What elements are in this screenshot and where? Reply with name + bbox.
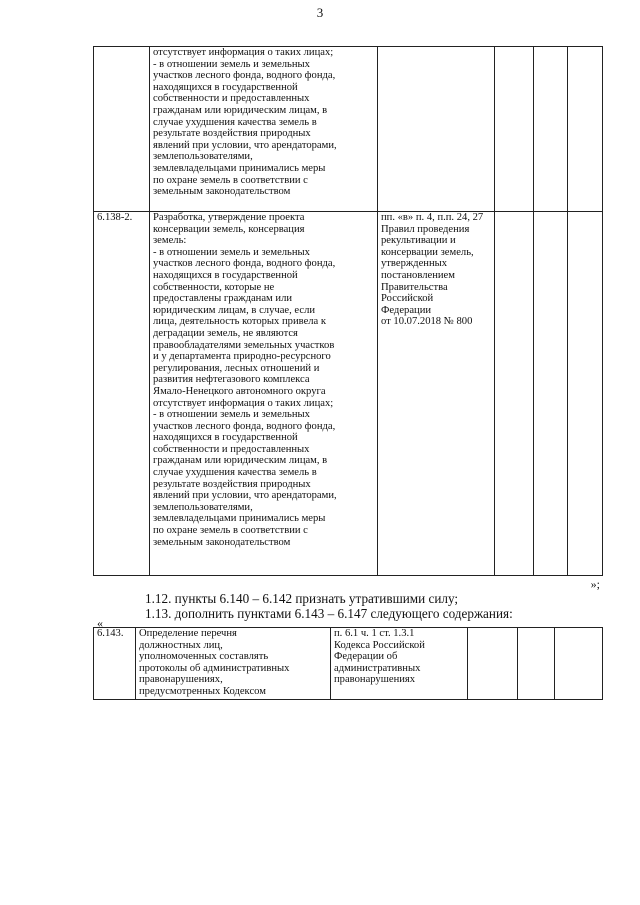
text-line: собственности и предоставленных bbox=[153, 93, 310, 105]
text-line: Правительства bbox=[381, 281, 448, 293]
table-row bbox=[94, 212, 603, 576]
empty-cell bbox=[534, 47, 568, 212]
text-line: по охране земель в соответствии с bbox=[153, 525, 308, 537]
empty-cell bbox=[518, 628, 555, 700]
text-line: участков лесного фонда, водного фонда, bbox=[153, 258, 336, 270]
text-line: Правил проведения bbox=[381, 223, 470, 235]
row-description bbox=[150, 47, 378, 212]
text-line: - в отношении земель и земельных bbox=[153, 246, 310, 258]
text-line: участков лесного фонда, водного фонда, bbox=[153, 420, 336, 432]
text-line: от 10.07.2018 № 800 bbox=[381, 316, 473, 328]
row-legal-basis bbox=[331, 628, 468, 700]
text-line: консервации земель, bbox=[381, 246, 474, 258]
text-line: находящихся в государственной bbox=[153, 81, 298, 93]
table-row bbox=[94, 47, 603, 212]
text-line: находящихся в государственной bbox=[153, 432, 298, 444]
text-line: собственности и предоставленных bbox=[153, 443, 310, 455]
text-line: землепользователями, bbox=[153, 501, 253, 513]
opening-quote-mark: « bbox=[97, 616, 103, 630]
text-line: земельным законодательством bbox=[153, 186, 291, 198]
text-line: Кодекса Российской bbox=[334, 639, 425, 651]
empty-cell bbox=[495, 212, 534, 576]
text-line: правонарушениях, bbox=[139, 674, 223, 686]
text-line: Ямало-Ненецкого автономного округа bbox=[153, 385, 326, 397]
text-line: утвержденных bbox=[381, 258, 448, 270]
text-line: консервации земель, консервация bbox=[153, 223, 305, 235]
text-line: Российской bbox=[381, 293, 434, 305]
text-line: землевладельцами принимались меры bbox=[153, 513, 326, 525]
text-line: - в отношении земель и земельных bbox=[153, 409, 310, 421]
text-line: правообладателями земельных участков bbox=[153, 339, 335, 351]
text-line: результате воздействия природных bbox=[153, 478, 311, 490]
row-legal-basis bbox=[378, 212, 495, 576]
text-line: землевладельцами принимались меры bbox=[153, 162, 326, 174]
text-line: уполномоченных составлять bbox=[139, 651, 269, 663]
table-row bbox=[94, 628, 603, 700]
text-line: регулирования, лесных отношений и bbox=[153, 362, 320, 374]
text-line: Определение перечня bbox=[139, 628, 237, 639]
closing-quote-mark: »; bbox=[590, 577, 600, 591]
text-line: административных bbox=[334, 662, 421, 674]
row-description bbox=[136, 628, 331, 700]
row-description bbox=[150, 212, 378, 576]
text-line: юридическим лицам, в случае, если bbox=[153, 304, 316, 316]
empty-cell bbox=[568, 212, 603, 576]
text-line: земельным законодательством bbox=[153, 536, 291, 548]
text-line: лица, деятельность которых привела к bbox=[153, 316, 327, 328]
text-line: по охране земель в соответствии с bbox=[153, 174, 308, 186]
text-line: землепользователями, bbox=[153, 151, 253, 163]
text-line: явлений при условии, что арендаторами, bbox=[153, 139, 337, 151]
table-new-items bbox=[93, 627, 603, 700]
text-line: развития нефтегазового комплекса bbox=[153, 374, 310, 386]
text-line: земель: bbox=[153, 235, 187, 247]
text-line: и у департамента природно-ресурсного bbox=[153, 351, 331, 363]
text-line: правонарушениях bbox=[334, 674, 416, 686]
text-line: деградации земель, не являются bbox=[153, 327, 298, 339]
row-number: 6.138-2. bbox=[94, 212, 150, 576]
text-line: Разработка, утверждение проекта bbox=[153, 212, 305, 223]
text-line: протоколы об административных bbox=[139, 662, 290, 674]
text-line: отсутствует информация о таких лицах; bbox=[153, 47, 334, 58]
text-line: отсутствует информация о таких лицах; bbox=[153, 397, 334, 409]
text-line: постановлением bbox=[381, 269, 455, 281]
text-line: предусмотренных Кодексом bbox=[139, 685, 266, 697]
text-line: должностных лиц, bbox=[139, 639, 223, 651]
text-line: случае ухудшения качества земель в bbox=[153, 116, 317, 128]
amendment-paragraph: 1.12. пункты 6.140 – 6.142 признать утратившими силу; bbox=[145, 591, 459, 606]
page-number: 3 bbox=[316, 5, 324, 20]
row-number: 6.143. bbox=[94, 628, 136, 700]
text-line: явлений при условии, что арендаторами, bbox=[153, 490, 337, 502]
text-line: собственности, которые не bbox=[153, 281, 275, 293]
text-line: участков лесного фонда, водного фонда, bbox=[153, 70, 336, 82]
text-line: пп. «в» п. 4, п.п. 24, 27 bbox=[381, 212, 484, 223]
text-line: случае ухудшения качества земель в bbox=[153, 467, 317, 479]
table-continued bbox=[93, 46, 603, 576]
text-line: предоставлены гражданам или bbox=[153, 293, 293, 305]
text-line: результате воздействия природных bbox=[153, 128, 311, 140]
empty-cell bbox=[534, 212, 568, 576]
text-line: рекультивации и bbox=[381, 235, 456, 247]
text-line: Федерации об bbox=[334, 651, 398, 663]
empty-cell bbox=[568, 47, 603, 212]
empty-cell bbox=[555, 628, 603, 700]
empty-cell bbox=[468, 628, 518, 700]
text-line: гражданам или юридическим лицам, в bbox=[153, 104, 328, 116]
text-line: Федерации bbox=[381, 304, 432, 316]
row-legal-basis bbox=[378, 47, 495, 212]
text-line: - в отношении земель и земельных bbox=[153, 58, 310, 70]
text-line: гражданам или юридическим лицам, в bbox=[153, 455, 328, 467]
row-number bbox=[94, 47, 150, 212]
amendment-paragraph: 1.13. дополнить пунктами 6.143 – 6.147 следующего содержания: bbox=[145, 606, 513, 621]
empty-cell bbox=[495, 47, 534, 212]
text-line: находящихся в государственной bbox=[153, 269, 298, 281]
text-line: п. 6.1 ч. 1 ст. 1.3.1 bbox=[334, 628, 415, 639]
